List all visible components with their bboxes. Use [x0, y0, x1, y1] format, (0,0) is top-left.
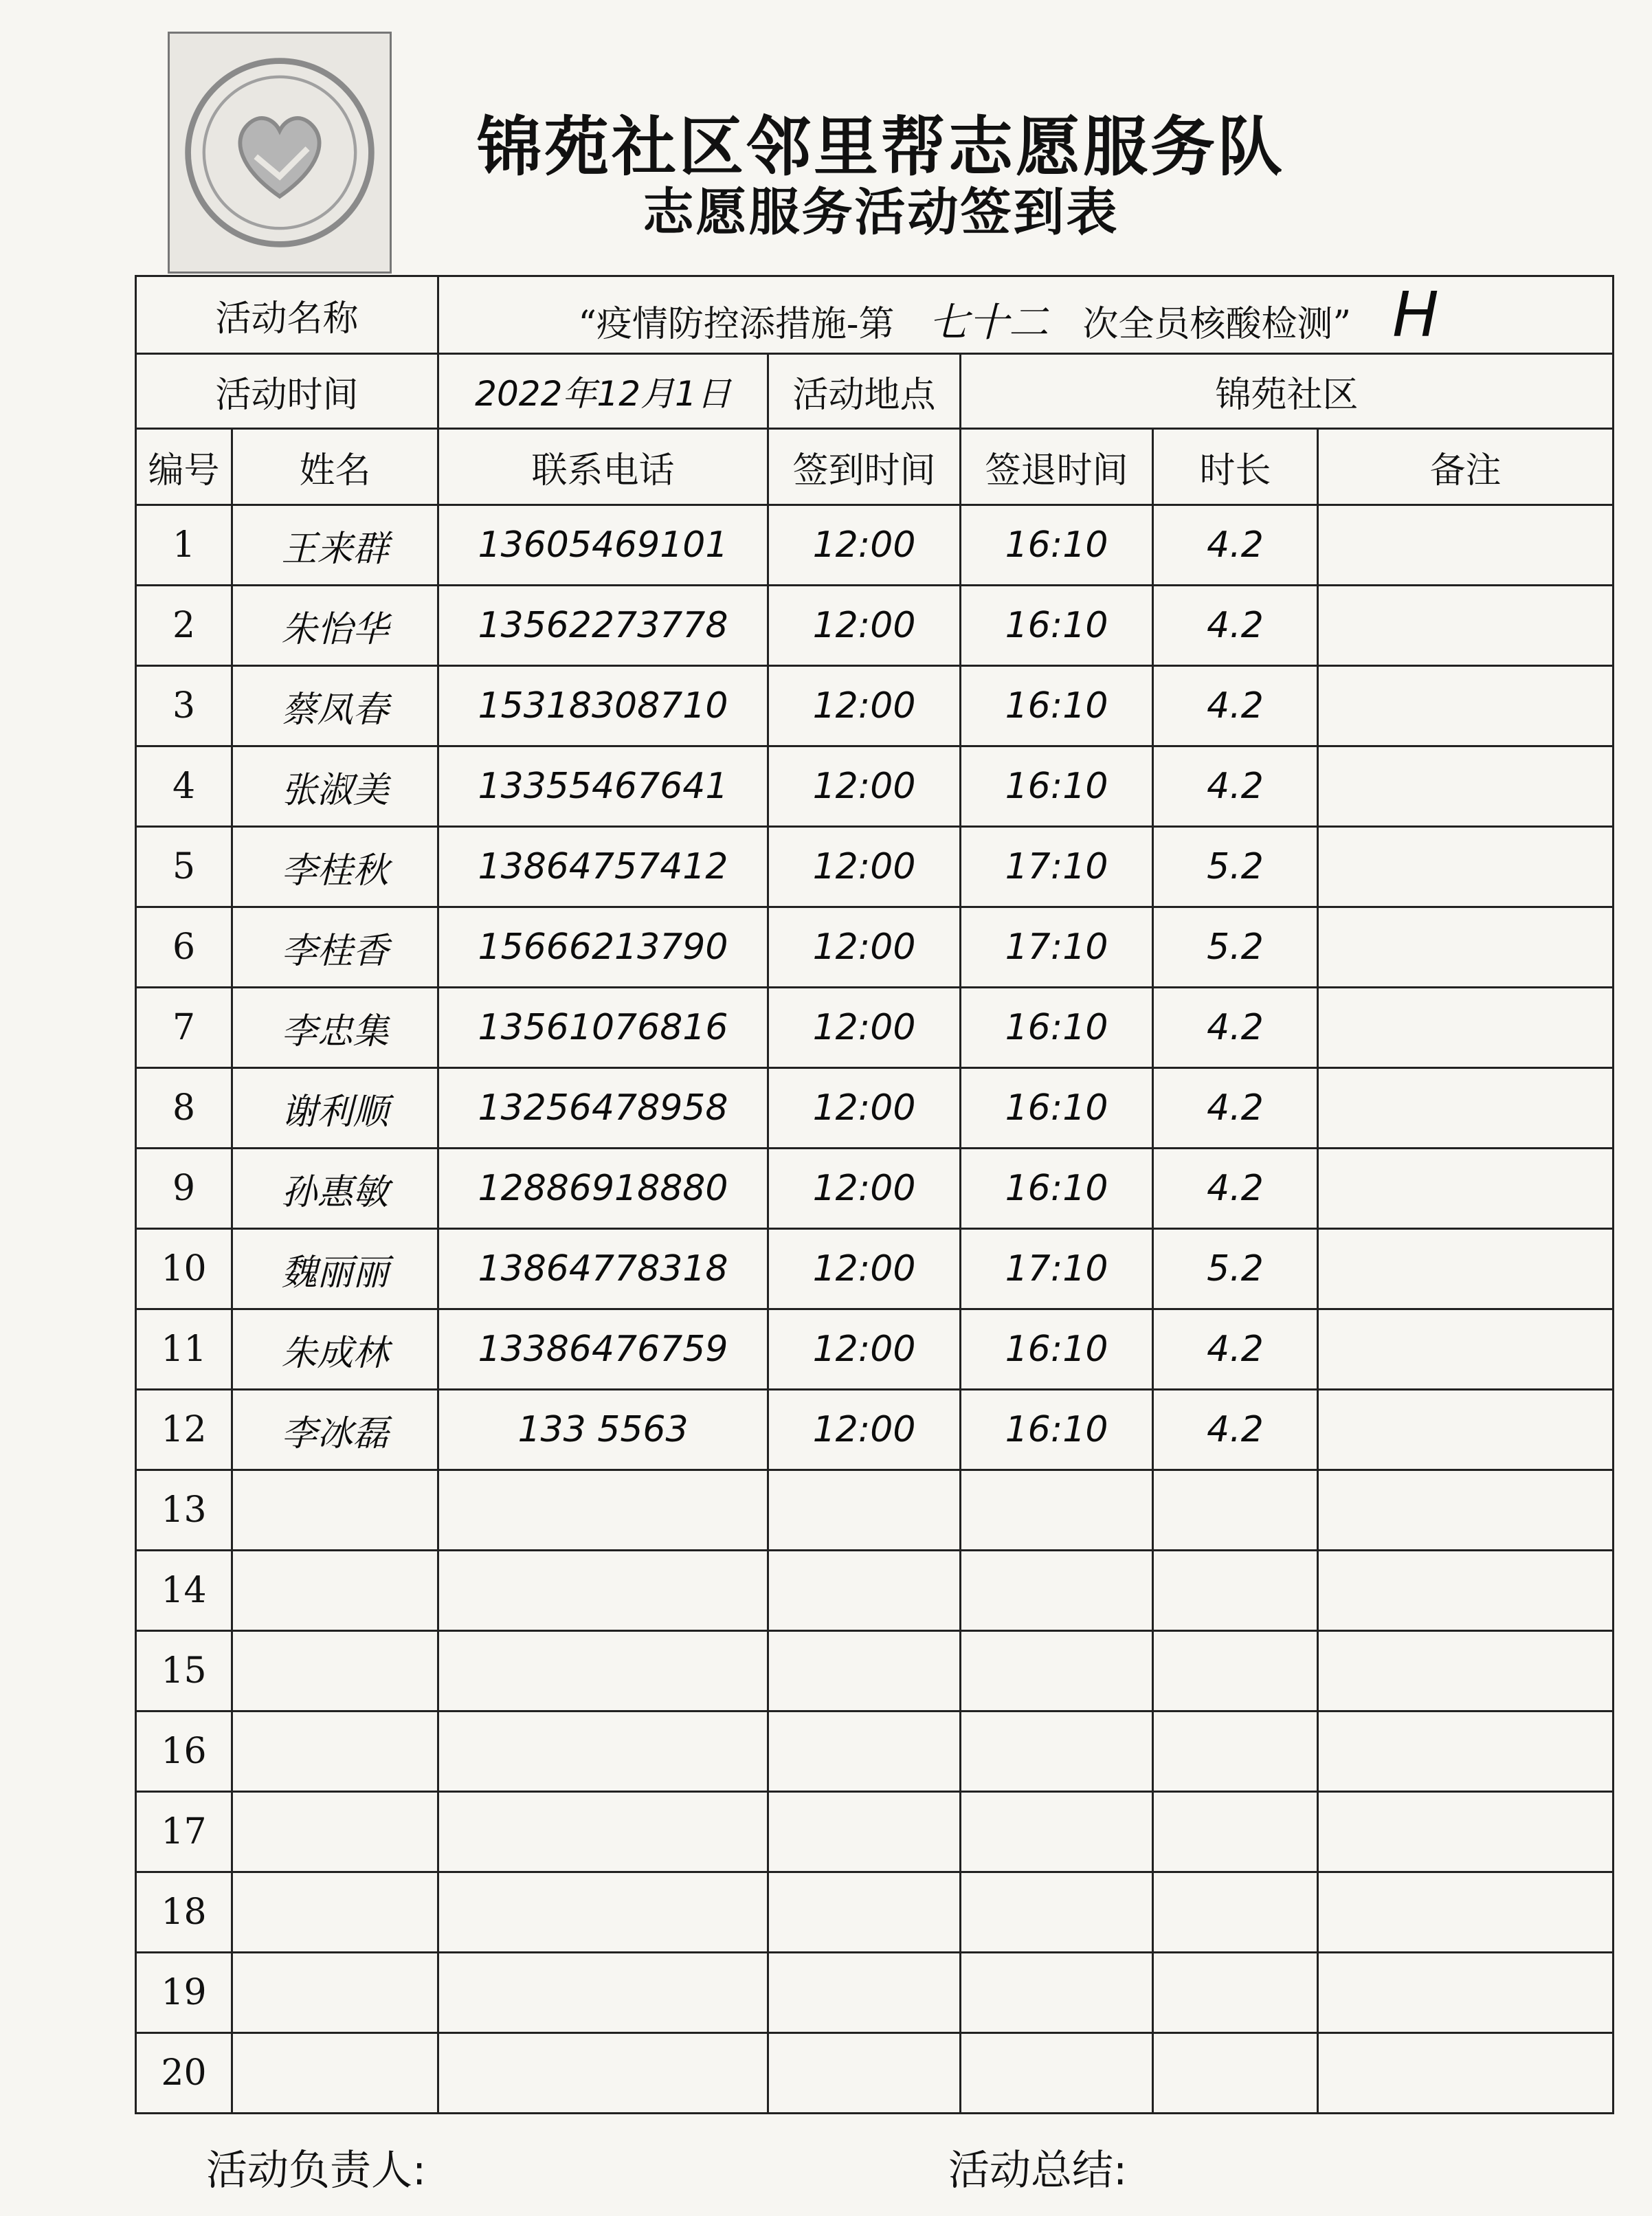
checkin-time: 12:00: [768, 666, 961, 746]
signer-name: 李桂秋: [232, 827, 438, 907]
signer-name: [232, 1792, 438, 1872]
table-row: [136, 1149, 1614, 1229]
note-cell: [1318, 1711, 1614, 1792]
signer-name: 孙惠敏: [232, 1149, 438, 1229]
checkout-time: 17:10: [961, 1229, 1153, 1309]
duration-hours: 4.2: [1153, 666, 1318, 746]
activity-time-value: 2022年12月1日: [438, 354, 768, 429]
signer-name: 朱怡华: [232, 586, 438, 666]
duration-hours: 4.2: [1153, 586, 1318, 666]
table-row: [136, 907, 1614, 988]
checkout-time: 17:10: [961, 907, 1153, 988]
signer-phone: [438, 1631, 768, 1711]
table-row: [136, 505, 1614, 586]
signer-phone: 15666213790: [438, 907, 768, 988]
note-cell: [1318, 1551, 1614, 1631]
duration-hours: 4.2: [1153, 1309, 1318, 1390]
signer-phone: [438, 1711, 768, 1792]
note-cell: [1318, 827, 1614, 907]
checkin-time: 12:00: [768, 827, 961, 907]
summary-label: 活动总结:: [948, 2147, 1128, 2195]
table-body: [136, 505, 1614, 2114]
row-number: 12: [136, 1390, 232, 1470]
row-number: 7: [136, 988, 232, 1068]
signer-name: [232, 1551, 438, 1631]
checkout-time: [961, 1872, 1153, 1953]
signer-name: 李忠集: [232, 988, 438, 1068]
checkout-time: 16:10: [961, 1390, 1153, 1470]
duration-hours: [1153, 2033, 1318, 2114]
signer-name: [232, 2033, 438, 2114]
table-row: [136, 1309, 1614, 1390]
duration-hours: [1153, 1792, 1318, 1872]
note-cell: [1318, 1309, 1614, 1390]
signer-phone: [438, 1872, 768, 1953]
col-header-note: 备注: [1318, 429, 1614, 505]
checkout-time: [961, 1631, 1153, 1711]
page-title: 锦苑社区邻里帮志愿服务队: [476, 109, 1285, 185]
signer-name: 谢利顺: [232, 1068, 438, 1149]
duration-hours: [1153, 1711, 1318, 1792]
duration-hours: 4.2: [1153, 746, 1318, 827]
signer-phone: [438, 1792, 768, 1872]
note-cell: [1318, 1872, 1614, 1953]
activity-name-row: [136, 276, 1614, 354]
signer-name: [232, 1470, 438, 1551]
row-number: 4: [136, 746, 232, 827]
table-row: [136, 666, 1614, 746]
row-number: 13: [136, 1470, 232, 1551]
table-row: [136, 1792, 1614, 1872]
duration-hours: 5.2: [1153, 827, 1318, 907]
signer-name: 王来群: [232, 505, 438, 586]
activity-time-row: [136, 354, 1614, 429]
row-number: 2: [136, 586, 232, 666]
table-row: [136, 1711, 1614, 1792]
checkout-time: 16:10: [961, 1309, 1153, 1390]
duration-hours: [1153, 1631, 1318, 1711]
signer-phone: 13605469101: [438, 505, 768, 586]
table-row: [136, 1470, 1614, 1551]
duration-hours: 4.2: [1153, 505, 1318, 586]
signer-name: 朱成林: [232, 1309, 438, 1390]
duration-hours: 5.2: [1153, 907, 1318, 988]
note-cell: [1318, 746, 1614, 827]
duration-hours: 4.2: [1153, 1068, 1318, 1149]
column-header-row: [136, 429, 1614, 505]
note-cell: [1318, 1149, 1614, 1229]
signer-phone: 15318308710: [438, 666, 768, 746]
table-row: [136, 1872, 1614, 1953]
checkout-time: 16:10: [961, 586, 1153, 666]
duration-hours: 4.2: [1153, 988, 1318, 1068]
row-number: 6: [136, 907, 232, 988]
table-row: [136, 1390, 1614, 1470]
row-number: 17: [136, 1792, 232, 1872]
note-cell: [1318, 1631, 1614, 1711]
signer-phone: 13561076816: [438, 988, 768, 1068]
signer-phone: 13864778318: [438, 1229, 768, 1309]
col-header-phone: 联系电话: [438, 429, 768, 505]
duration-hours: 4.2: [1153, 1390, 1318, 1470]
note-cell: [1318, 1390, 1614, 1470]
checkin-time: 12:00: [768, 907, 961, 988]
note-cell: [1318, 1792, 1614, 1872]
row-number: 18: [136, 1872, 232, 1953]
row-number: 19: [136, 1953, 232, 2033]
checkout-time: [961, 1711, 1153, 1792]
duration-hours: 4.2: [1153, 1149, 1318, 1229]
checkin-time: [768, 2033, 961, 2114]
checkout-time: 16:10: [961, 505, 1153, 586]
activity-place-label: 活动地点: [768, 354, 961, 429]
col-header-checkin: 签到时间: [768, 429, 961, 505]
row-number: 9: [136, 1149, 232, 1229]
signer-name: 张淑美: [232, 746, 438, 827]
checkin-time: 12:00: [768, 988, 961, 1068]
col-header-hours: 时长: [1153, 429, 1318, 505]
note-cell: [1318, 505, 1614, 586]
row-number: 11: [136, 1309, 232, 1390]
signer-name: 蔡凤春: [232, 666, 438, 746]
signer-phone: 13562273778: [438, 586, 768, 666]
checkin-time: [768, 1470, 961, 1551]
checkin-time: [768, 1711, 961, 1792]
signer-phone: [438, 1953, 768, 2033]
note-cell: [1318, 1229, 1614, 1309]
checkin-time: 12:00: [768, 1149, 961, 1229]
checkin-time: [768, 1551, 961, 1631]
table-row: [136, 827, 1614, 907]
table-row: [136, 988, 1614, 1068]
checkin-time: 12:00: [768, 1229, 961, 1309]
note-cell: [1318, 1068, 1614, 1149]
row-number: 15: [136, 1631, 232, 1711]
note-cell: [1318, 1470, 1614, 1551]
note-cell: [1318, 988, 1614, 1068]
activity-name-suffix: 次全员核酸检测”: [1082, 303, 1352, 345]
signer-name: 李桂香: [232, 907, 438, 988]
checkout-time: [961, 1792, 1153, 1872]
row-number: 8: [136, 1068, 232, 1149]
table-row: [136, 1068, 1614, 1149]
note-cell: [1318, 907, 1614, 988]
checkin-time: 12:00: [768, 505, 961, 586]
checkin-time: 12:00: [768, 1390, 961, 1470]
checkout-time: 17:10: [961, 827, 1153, 907]
checkout-time: 16:10: [961, 988, 1153, 1068]
signer-phone: [438, 2033, 768, 2114]
table-row: [136, 2033, 1614, 2114]
note-cell: [1318, 586, 1614, 666]
duration-hours: [1153, 1551, 1318, 1631]
checkout-time: [961, 2033, 1153, 2114]
signer-name: 李冰磊: [232, 1390, 438, 1470]
table-row: [136, 586, 1614, 666]
checkin-time: [768, 1872, 961, 1953]
col-header-name: 姓名: [232, 429, 438, 505]
checkout-time: [961, 1953, 1153, 2033]
duration-hours: [1153, 1470, 1318, 1551]
checkout-time: 16:10: [961, 1149, 1153, 1229]
checkin-time: 12:00: [768, 586, 961, 666]
activity-name-label: 活动名称: [136, 276, 438, 354]
activity-name-mark: H: [1392, 278, 1439, 351]
checkout-time: 16:10: [961, 666, 1153, 746]
note-cell: [1318, 1953, 1614, 2033]
checkout-time: [961, 1551, 1153, 1631]
row-number: 5: [136, 827, 232, 907]
col-header-checkout: 签退时间: [961, 429, 1153, 505]
signer-phone: 133 5563: [438, 1390, 768, 1470]
activity-time-label: 活动时间: [136, 354, 438, 429]
note-cell: [1318, 2033, 1614, 2114]
row-number: 20: [136, 2033, 232, 2114]
signer-name: [232, 1631, 438, 1711]
page-subtitle: 志愿服务活动签到表: [643, 183, 1119, 242]
checkout-time: 16:10: [961, 1068, 1153, 1149]
activity-name-cell: [438, 276, 1614, 354]
checkin-time: 12:00: [768, 1068, 961, 1149]
row-number: 10: [136, 1229, 232, 1309]
checkin-time: [768, 1631, 961, 1711]
checkin-time: [768, 1953, 961, 2033]
checkin-time: 12:00: [768, 1309, 961, 1390]
checkin-time: [768, 1792, 961, 1872]
signer-name: 魏丽丽: [232, 1229, 438, 1309]
activity-place-value: 锦苑社区: [961, 354, 1614, 429]
signer-phone: 13355467641: [438, 746, 768, 827]
row-number: 16: [136, 1711, 232, 1792]
note-cell: [1318, 666, 1614, 746]
signer-name: [232, 1953, 438, 2033]
duration-hours: [1153, 1953, 1318, 2033]
checkin-time: 12:00: [768, 746, 961, 827]
table-row: [136, 1953, 1614, 2033]
signer-phone: [438, 1470, 768, 1551]
activity-name-number: 七十二: [928, 298, 1049, 346]
col-header-no: 编号: [136, 429, 232, 505]
signer-phone: 13386476759: [438, 1309, 768, 1390]
signer-phone: [438, 1551, 768, 1631]
row-number: 14: [136, 1551, 232, 1631]
sign-in-table: [135, 275, 1614, 2114]
duration-hours: [1153, 1872, 1318, 1953]
signer-phone: 12886918880: [438, 1149, 768, 1229]
row-number: 3: [136, 666, 232, 746]
activity-name-prefix: “疫情防控添措施-第: [578, 303, 895, 345]
checkout-time: 16:10: [961, 746, 1153, 827]
signer-phone: 13864757412: [438, 827, 768, 907]
row-number: 1: [136, 505, 232, 586]
table-row: [136, 1229, 1614, 1309]
table-row: [136, 1631, 1614, 1711]
leader-label: 活动负责人:: [206, 2147, 427, 2195]
signer-phone: 13256478958: [438, 1068, 768, 1149]
signer-name: [232, 1872, 438, 1953]
signer-name: [232, 1711, 438, 1792]
duration-hours: 5.2: [1153, 1229, 1318, 1309]
checkout-time: [961, 1470, 1153, 1551]
table-row: [136, 1551, 1614, 1631]
table-row: [136, 746, 1614, 827]
